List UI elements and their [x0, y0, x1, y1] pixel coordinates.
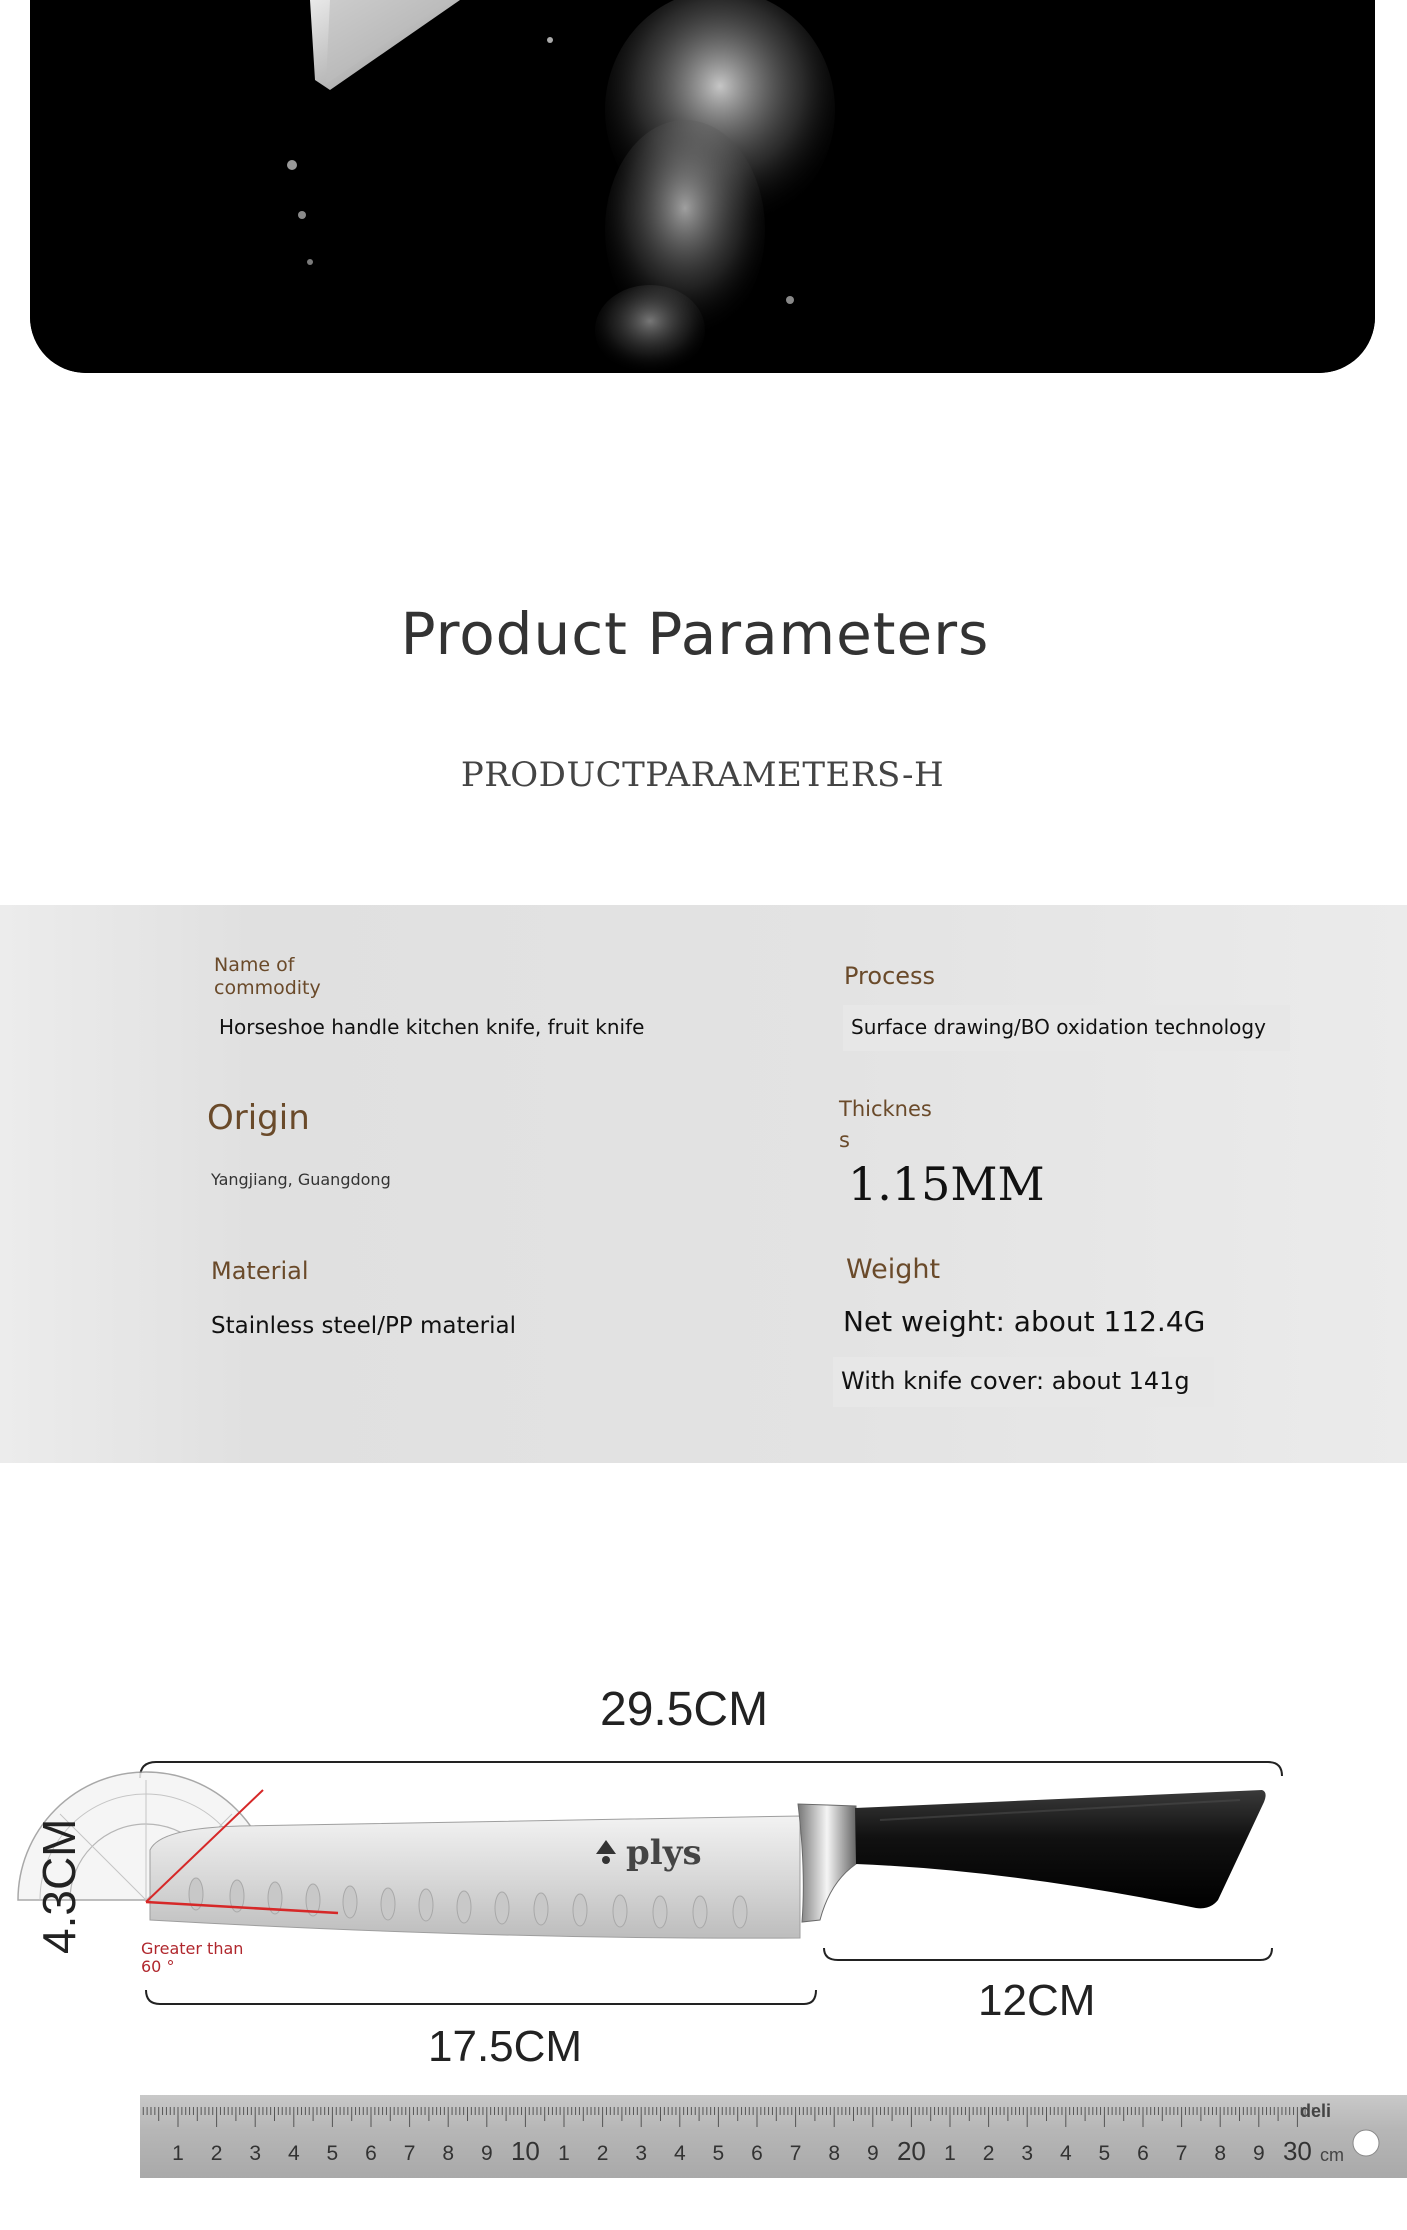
process-value: Surface drawing/BO oxidation technology	[843, 1005, 1290, 1051]
name-label: Name of commodity	[214, 954, 321, 999]
ruler-number: 7	[403, 2142, 416, 2165]
angle-note: Greater than 60 °	[141, 1939, 244, 1976]
ruler-number: 2	[596, 2142, 609, 2165]
ruler-hole	[1353, 2130, 1379, 2156]
ruler-number: 4	[673, 2142, 686, 2165]
brand-name: plys	[626, 1833, 702, 1873]
ruler-unit: cm	[1320, 2145, 1344, 2165]
origin-value: Yangjiang, Guangdong	[211, 1170, 391, 1189]
ruler-number: 9	[480, 2142, 493, 2165]
parameters-panel	[0, 905, 1407, 1463]
weight-net: Net weight: about 112.4G	[843, 1305, 1206, 1338]
blade-length-label: 17.5CM	[428, 2022, 583, 2071]
ruler-brand: deli	[1300, 2101, 1332, 2121]
hero-knife-water-image	[30, 0, 1375, 373]
knife-bolster	[798, 1804, 856, 1922]
thickness-value: 1.15MM	[848, 1157, 1045, 1211]
weight-cover: With knife cover: about 141g	[833, 1357, 1214, 1407]
total-length-label: 29.5CM	[600, 1683, 769, 1736]
blade-height-label: 4.3CM	[33, 1818, 85, 1954]
ruler-number: 6	[365, 2142, 377, 2165]
ruler-number: 4	[1059, 2142, 1072, 2165]
ruler-number: 5	[712, 2142, 725, 2165]
ruler-number: 3	[1021, 2142, 1034, 2165]
ruler-number: 7	[789, 2142, 802, 2165]
process-label: Process	[844, 962, 936, 990]
ruler-number: 8	[1214, 2142, 1227, 2165]
knife-handle	[855, 1790, 1266, 1908]
ruler-number: 8	[828, 2142, 841, 2165]
name-value: Horseshoe handle kitchen knife, fruit knife	[219, 1015, 645, 1039]
thickness-label: Thicknes s	[839, 1097, 932, 1152]
weight-label: Weight	[846, 1254, 941, 1285]
section-title: Product Parameters	[400, 600, 990, 668]
handle-length-label: 12CM	[978, 1976, 1096, 2025]
ruler-number: 20	[896, 2136, 926, 2166]
ruler-number: 5	[326, 2142, 339, 2165]
ruler-number: 9	[1252, 2142, 1265, 2165]
ruler-number: 30	[1282, 2136, 1312, 2166]
ruler-number: 7	[1175, 2142, 1188, 2165]
ruler-number: 4	[287, 2142, 300, 2165]
ruler-number: 3	[249, 2142, 262, 2165]
ruler-number: 2	[210, 2142, 223, 2165]
ruler-number: 2	[982, 2142, 995, 2165]
ruler-number: 8	[442, 2142, 455, 2165]
section-subtitle: PRODUCTPARAMETERS-H	[460, 755, 945, 795]
material-label: Material	[211, 1257, 309, 1285]
ruler-number: 1	[172, 2142, 184, 2165]
ruler-number: 1	[944, 2142, 956, 2165]
material-value: Stainless steel/PP material	[211, 1313, 516, 1339]
ruler	[140, 2095, 1407, 2178]
ruler-number: 6	[751, 2142, 763, 2165]
ruler-number: 3	[635, 2142, 648, 2165]
ruler-number: 6	[1137, 2142, 1149, 2165]
ruler-number: 1	[558, 2142, 570, 2165]
ruler-number: 10	[510, 2136, 540, 2166]
ruler-number: 5	[1098, 2142, 1111, 2165]
ruler-number: 9	[866, 2142, 879, 2165]
origin-label: Origin	[207, 1098, 310, 1138]
